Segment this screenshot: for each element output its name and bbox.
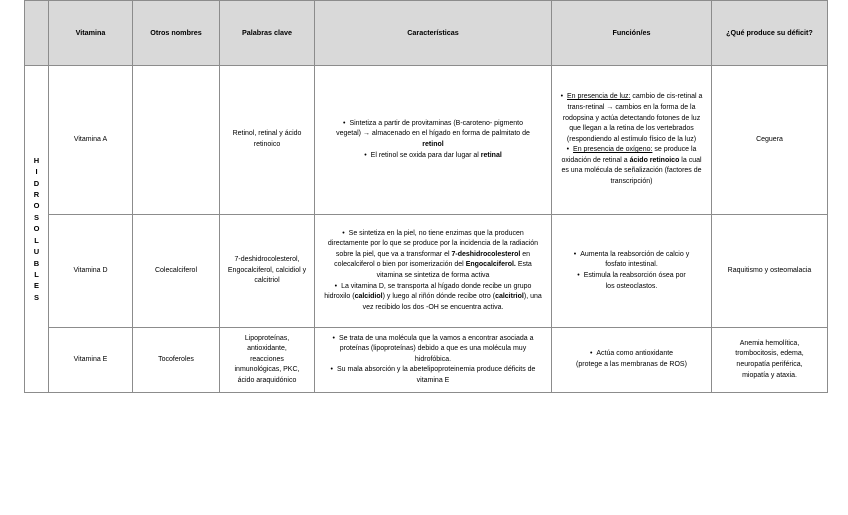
list-item: • Su mala absorción y la abetelipoproteinemia produce déficits de vitamina E [330, 366, 536, 384]
cell-funcion [552, 66, 712, 215]
list-item: • La vitamina D, se transporta al hígado donde recibe un grupo hidroxilo (calcidiol) y luego al riñón dónde recibe otro (calcitriol), una vez recibido los dos -OH se encuentra activa. [324, 282, 542, 311]
cell-caracteristicas [315, 328, 552, 393]
cell-otros-nombres [133, 66, 220, 215]
cell-palabras-clave: 7-deshidrocolesterol, Engocalciferol, calcidiol y calcitriol [220, 215, 315, 328]
cell-otros-nombres: Tocoferoles [133, 328, 220, 393]
header-row [25, 1, 828, 66]
cell-vitamina: Vitamina A [49, 66, 133, 215]
cell-deficit: Anemia hemolítica, trombocitosis, edema, neuropatía periférica, miopatía y ataxia. [712, 328, 828, 393]
list-item: • Sintetiza a partir de provitaminas (B-caroteno- pigmento vegetal) → almacenado en el hígado en forma de palmitato de retinol [336, 119, 530, 148]
header-otros-nombres: Otros nombres [133, 1, 220, 66]
table-row [25, 215, 828, 328]
header-group [25, 1, 49, 66]
cell-deficit: Raquitismo y osteomalacia [712, 215, 828, 328]
list-item: • En presencia de oxígeno: se produce la oxidación de retinal a ácido retinoico la cual es una molécula de señalización (factores de transcripción) [561, 146, 702, 186]
list-item: • Actúa como antioxidante (protege a las membranas de ROS) [576, 350, 687, 368]
cell-funcion [552, 215, 712, 328]
cell-vitamina: Vitamina E [49, 328, 133, 393]
group-label-hidrosolubles: H I D R O S O L U B L E S [25, 66, 49, 393]
header-deficit: ¿Qué produce su déficit? [712, 1, 828, 66]
list-item: • Se sintetiza en la piel, no tiene enzimas que la producen directamente por lo que se produce por la incidencia de la radiación sobre la piel, que va a transformar el 7-deshidrocolesterol en colecalciferol o bien por isomerización del Engocalciferol. Esta vitamina se sintetiza de forma activa [327, 229, 539, 279]
table-row [25, 66, 828, 215]
cell-caracteristicas [315, 66, 552, 215]
cell-caracteristicas [315, 215, 552, 328]
list-item: • Aumenta la reabsorción de calcio y fosfato intestinal. [573, 250, 690, 269]
vitamins-table [24, 0, 828, 393]
table-row [25, 328, 828, 393]
cell-palabras-clave: Lipoproteínas, antioxidante, reacciones inmunológicas, PKC, ácido araquidónico [220, 328, 315, 393]
cell-deficit: Ceguera [712, 66, 828, 215]
header-funcion: Función/es [552, 1, 712, 66]
cell-otros-nombres: Colecalciferol [133, 215, 220, 328]
header-caracteristicas: Características [315, 1, 552, 66]
list-item: • Estimula la reabsorción ósea por los osteoclastos. [577, 272, 686, 290]
header-vitamina: Vitamina [49, 1, 133, 66]
cell-vitamina: Vitamina D [49, 215, 133, 328]
cell-palabras-clave: Retinol, retinal y ácido retinoico [220, 66, 315, 215]
header-palabras-clave: Palabras clave [220, 1, 315, 66]
list-item: • El retinol se oxida para dar lugar al retinal [364, 151, 502, 159]
cell-funcion [552, 328, 712, 393]
list-item: • Se trata de una molécula que la vamos a encontrar asociada a proteínas (lipoproteínas) debido a que es una molécula muy hidrofóbica. [332, 334, 534, 363]
list-item: • En presencia de luz: cambio de cis-retinal a trans-retinal → cambios en la forma de la rodopsina y actúa detectando fotones de luz que llegan a la retina de los vertebrados (respondiendo al estímulo físico de la luz) [560, 93, 703, 143]
